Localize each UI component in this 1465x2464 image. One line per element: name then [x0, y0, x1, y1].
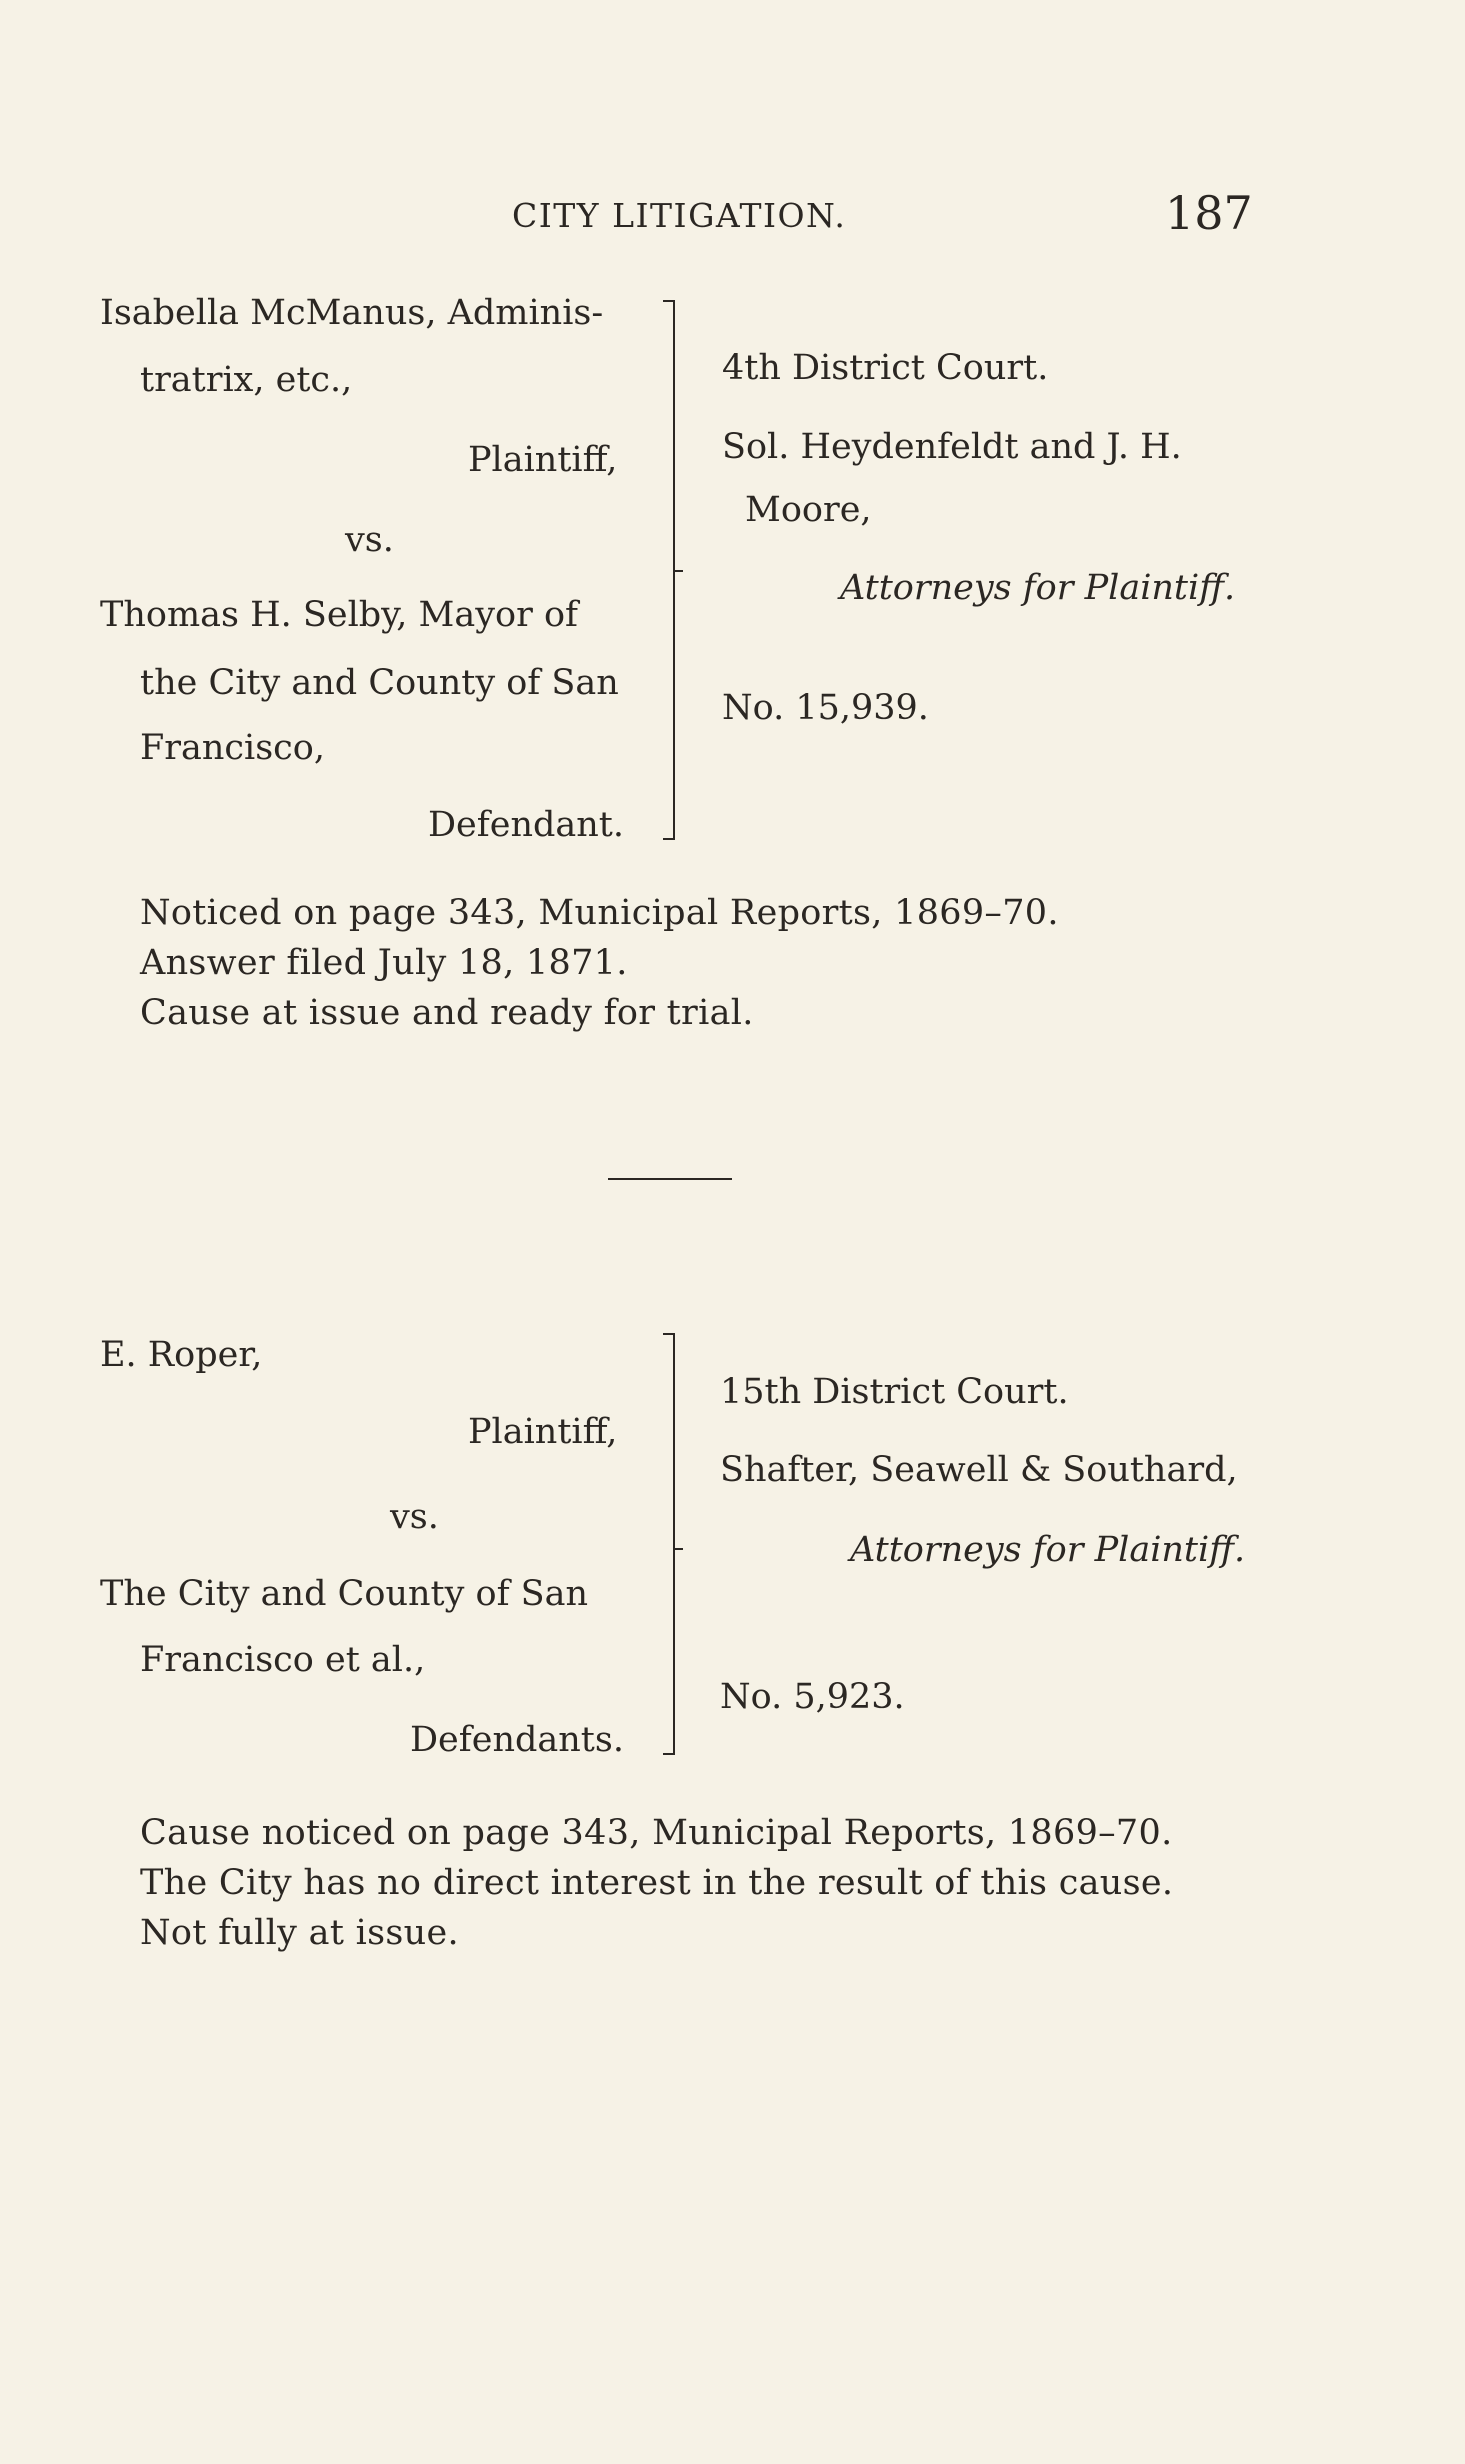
brace-top-tick	[663, 300, 673, 302]
plaintiff-name-cont: tratrix, etc.,	[140, 360, 353, 400]
brace-middle-tick	[673, 1548, 683, 1550]
defendant-role: Defendant.	[428, 805, 624, 845]
defendant-name: The City and County of San	[100, 1574, 589, 1614]
versus-label: vs.	[390, 1497, 439, 1537]
defendant-role: Defendants.	[410, 1720, 624, 1760]
defendant-name-cont: Francisco,	[140, 728, 325, 768]
case-note: The City has no direct interest in the result of this cause.	[140, 1863, 1174, 1903]
plaintiff-role: Plaintiff,	[468, 1412, 618, 1452]
case-number: No. 15,939.	[722, 688, 929, 728]
case-brace	[673, 1333, 675, 1755]
attorneys-role: Attorneys for Plaintiff.	[850, 1530, 1246, 1570]
brace-bottom-tick	[663, 838, 673, 840]
case-note: Not fully at issue.	[140, 1913, 459, 1953]
attorneys-names: Sol. Heydenfeldt and J. H.	[722, 427, 1182, 467]
case-number: No. 5,923.	[720, 1677, 905, 1717]
case-note: Answer filed July 18, 1871.	[140, 943, 628, 983]
attorneys-role: Attorneys for Plaintiff.	[840, 568, 1236, 608]
section-separator	[608, 1178, 732, 1180]
brace-bottom-tick	[663, 1753, 673, 1755]
court-name: 4th District Court.	[722, 348, 1049, 388]
attorneys-names-cont: Moore,	[745, 490, 872, 530]
versus-label: vs.	[345, 520, 394, 560]
case-note: Noticed on page 343, Municipal Reports, 1869–70.	[140, 893, 1059, 933]
plaintiff-role: Plaintiff,	[468, 440, 618, 480]
case-note: Cause noticed on page 343, Municipal Reports, 1869–70.	[140, 1813, 1173, 1853]
defendant-name-cont: Francisco et al.,	[140, 1640, 426, 1680]
defendant-name: Thomas H. Selby, Mayor of	[100, 595, 578, 635]
case-note: Cause at issue and ready for trial.	[140, 993, 754, 1033]
plaintiff-name: Isabella McManus, Adminis-	[100, 293, 604, 333]
running-header-title: CITY LITIGATION.	[512, 196, 847, 235]
brace-top-tick	[663, 1333, 673, 1335]
plaintiff-name: E. Roper,	[100, 1335, 263, 1375]
court-name: 15th District Court.	[720, 1372, 1069, 1412]
defendant-name-cont: the City and County of San	[140, 663, 619, 703]
page-number: 187	[1165, 186, 1253, 240]
attorneys-names: Shafter, Seawell & Southard,	[720, 1450, 1238, 1490]
brace-middle-tick	[673, 570, 683, 572]
